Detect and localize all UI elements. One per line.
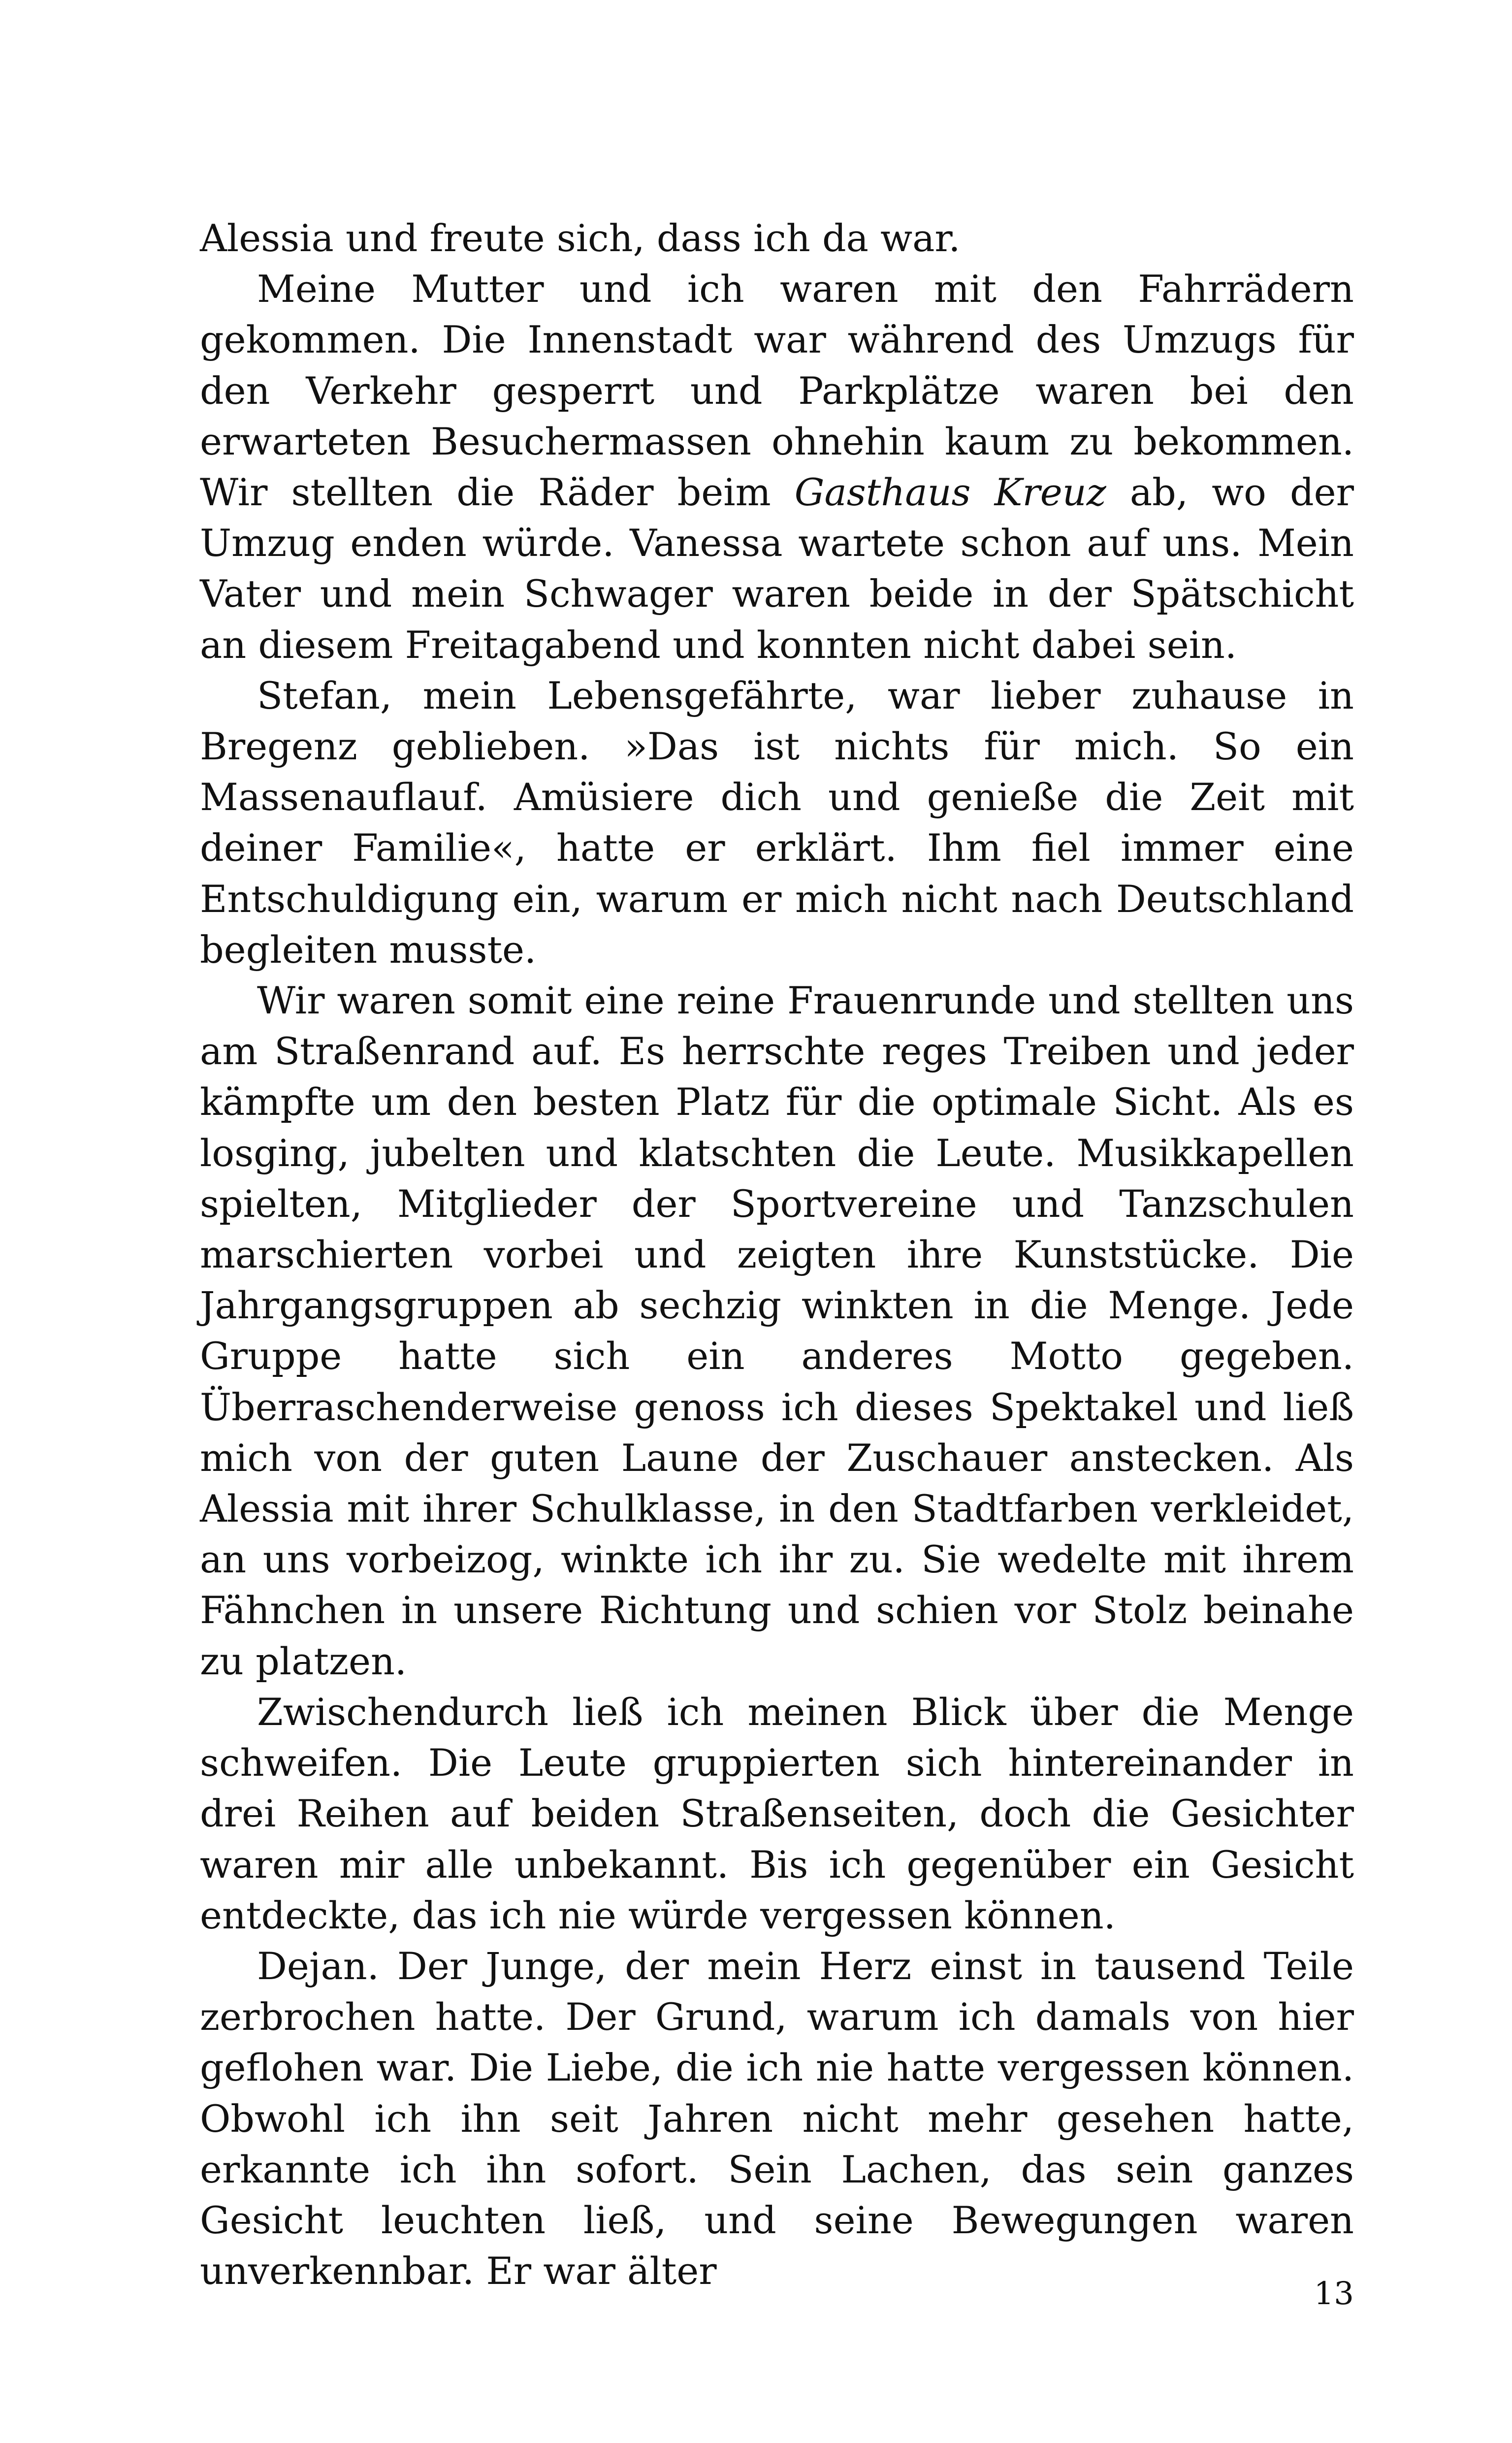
paragraph-3: Stefan, mein Lebensgefährte, war lieber zuhause in Bregenz geblieben. »Das ist nichts für mich. So ein Massenauflauf. Amüsiere dich und genieße die Zeit mit deiner Familie«, hatte er erklärt. Ihm fiel immer eine Entschuldigung ein, warum er mich nicht nach Deutschland begleiten musste. — [200, 673, 1354, 972]
paragraph-6: Dejan. Der Junge, der mein Herz einst in tausend Teile zerbrochen hatte. Der Grund, warum ich damals von hier geflohen war. Die Liebe, die ich nie hatte vergessen können. Obwohl ich ihn seit Jahren nicht mehr gesehen hatte, erkannte ich ihn sofort. Sein Lachen, das sein ganzes Gesicht leuchten ließ, und seine Bewegungen waren unverkennbar. Er war älter — [200, 1944, 1354, 2293]
paragraph-2-text-end: ab, wo der Umzug enden würde. Vanessa wartete schon auf uns. Mein Vater und mein Schwager waren beide in der Spätschicht an diesem Freitagabend und konnten nicht dabei sein. — [200, 470, 1354, 667]
paragraph-5: Zwischendurch ließ ich meinen Blick über die Menge schweifen. Die Leute gruppierten sich hintereinander in drei Reihen auf beiden Straßenseiten, doch die Gesichter waren mir alle unbekannt. Bis ich gegenüber ein Gesicht entdeckte, das ich nie würde vergessen können. — [200, 1690, 1354, 1937]
page-number: 13 — [1314, 2276, 1354, 2312]
paragraph-2 — [200, 263, 1354, 670]
body-text — [200, 213, 1354, 2296]
paragraph-4: Wir waren somit eine reine Frauenrunde und stellten uns am Straßenrand auf. Es herrschte reges Treiben und jeder kämpfte um den besten Platz für die optimale Sicht. Als es losging, jubelten und klatschten die Leute. Musikkapellen spielten, Mitglieder der Sportvereine und Tanzschulen marschierten vorbei und zeigten ihre Kunststücke. Die Jahrgangsgruppen ab sechzig winkten in die Menge. Jede Gruppe hatte sich ein anderes Motto gegeben. Überraschenderweise genoss ich dieses Spektakel und ließ mich von der guten Laune der Zuschauer anstecken. Als Alessia mit ihrer Schulklasse, in den Stadtfarben verkleidet, an uns vorbeizog, winkte ich ihr zu. Sie wedelte mit ihrem Fähnchen in unsere Richtung und schien vor Stolz beinahe zu platzen. — [200, 978, 1354, 1683]
paragraph-1: Alessia und freute sich, dass ich da war. — [200, 216, 961, 260]
paragraph-2-italic-place-name: Gasthaus Kreuz — [794, 470, 1106, 515]
paragraph-2-text-start: Meine Mutter und ich waren mit den Fahrrädern gekommen. Die Innenstadt war während des Umzugs für den Verkehr gesperrt und Parkplätze waren bei den erwarteten Besuchermassen ohnehin kaum zu bekommen. Wir stellten die Räder beim — [200, 267, 1354, 515]
